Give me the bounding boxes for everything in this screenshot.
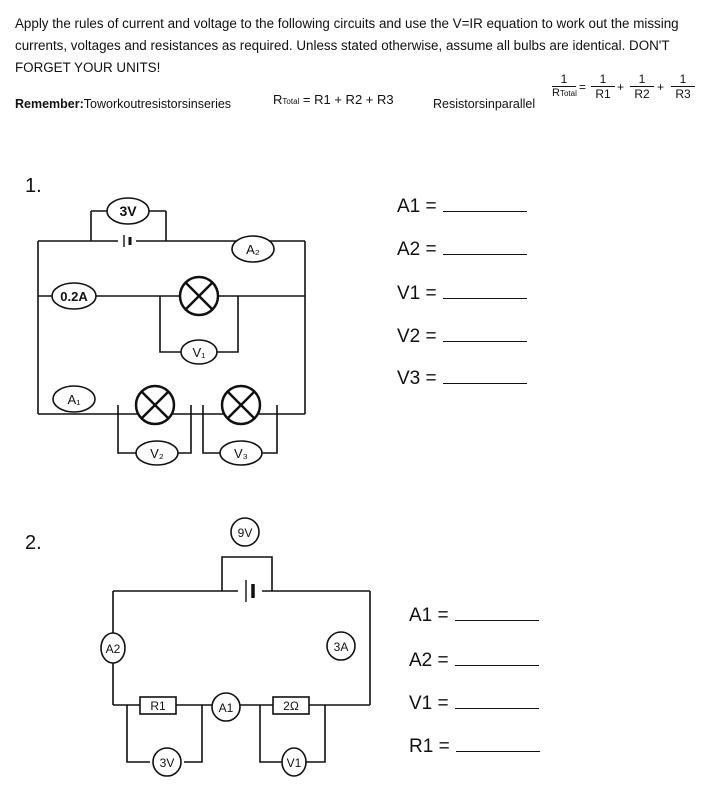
bulb-icon — [180, 277, 218, 315]
bulb-icon — [222, 386, 260, 424]
series-text: Toworkoutresistorsinseries — [83, 97, 232, 111]
voltmeter-v1-2 — [282, 748, 306, 776]
label-a2-2: A2 — [105, 642, 121, 656]
series-sum: = R1 + R2 + R3 — [302, 92, 394, 107]
ammeter-a1-2 — [212, 693, 240, 721]
q1-answer-a1[interactable]: A1 = — [397, 196, 527, 218]
remember-label: Remember: — [15, 97, 84, 111]
q2-answer-a1[interactable]: A1 = — [409, 605, 539, 627]
frac-r2: $\frac{1}{R2}$ — [630, 72, 654, 101]
q1-answer-v1[interactable]: V1 = — [397, 283, 527, 305]
label-3a: 3A — [333, 640, 349, 654]
label-3v: 3V — [119, 203, 137, 219]
ammeter-3a — [327, 632, 355, 660]
ammeter-a2-2 — [101, 633, 125, 663]
frac-plus-2: + — [657, 80, 665, 94]
voltmeter-v2-1 — [136, 441, 178, 465]
r-total-sub: Total — [282, 97, 300, 106]
frac-total-den: RTotal — [552, 87, 577, 99]
label-v1-2: V1 — [286, 756, 302, 770]
ammeter-a1-1 — [53, 386, 95, 412]
q1-answer-v3[interactable]: V3 = — [397, 368, 527, 390]
label-v1-1: V₁ — [192, 345, 206, 360]
instructions: Apply the rules of current and voltage to the following circuits and use the V=IR equation to work out the missing currents, voltages and resistances as required. Unless stated otherwise, assume all bulbs are identical. DON'T FORGET YOUR UNITS! — [15, 16, 679, 75]
frac-r3: $\frac{1}{R3}$ — [671, 72, 695, 101]
voltmeter-v1-1 — [181, 340, 217, 364]
label-2-ohm: 2Ω — [283, 699, 299, 713]
voltmeter-9v-2 — [231, 518, 259, 546]
question-1-number: 1. — [25, 175, 42, 197]
q2-answer-a2[interactable]: A2 = — [409, 650, 539, 672]
bulb-icon — [136, 386, 174, 424]
label-9v: 9V — [237, 526, 253, 540]
label-v3-1: V₃ — [234, 446, 248, 461]
q2-answer-v1[interactable]: V1 = — [409, 693, 539, 715]
q2-answer-r1[interactable]: R1 = — [409, 736, 540, 758]
frac-equals: = — [579, 80, 587, 94]
q1-answer-a2[interactable]: A2 = — [397, 239, 527, 261]
label-a1-1: A₁ — [67, 392, 81, 407]
voltmeter-3v-1 — [107, 198, 149, 224]
voltmeter-v3-1 — [220, 441, 262, 465]
voltmeter-3v-2 — [153, 748, 181, 776]
label-r1: R1 — [150, 699, 166, 713]
r-total: R — [273, 92, 283, 107]
parallel-text: Resistorsinparallel — [433, 97, 536, 111]
resistor-2-ohm — [273, 697, 309, 714]
q1-answer-v2[interactable]: V2 = — [397, 326, 527, 348]
label-a1-2: A1 — [218, 701, 234, 715]
ammeter-0.2a — [52, 283, 96, 309]
label-v2-1: V₂ — [150, 446, 164, 461]
frac-plus-1: + — [617, 80, 625, 94]
question-2-number: 2. — [25, 532, 42, 554]
label-0.2a: 0.2A — [60, 289, 88, 304]
label-3v-2: 3V — [159, 756, 175, 770]
resistor-r1 — [140, 697, 176, 714]
ammeter-a2-1 — [232, 236, 274, 262]
label-a2-1: A₂ — [246, 242, 260, 257]
frac-total-num: 1 — [560, 72, 568, 86]
frac-r1: $\frac{1}{R1}$ — [591, 72, 615, 101]
